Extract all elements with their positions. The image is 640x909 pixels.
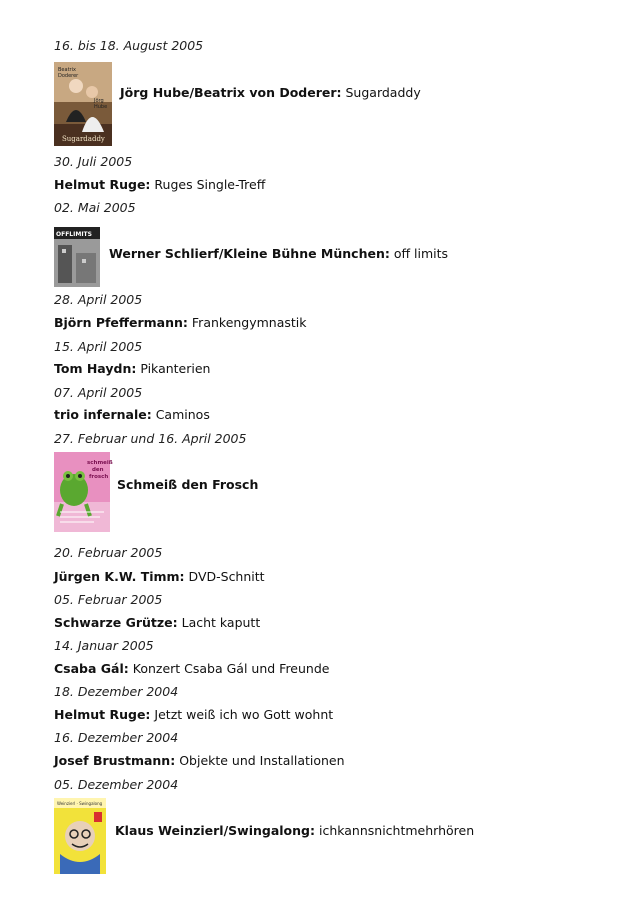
- event-date: 05. Dezember 2004: [54, 777, 179, 792]
- poster-text: den: [92, 467, 104, 473]
- event-title: Pikanterien: [136, 361, 211, 376]
- event-entry: [54, 661, 329, 676]
- event-date: 05. Februar 2005: [54, 592, 163, 607]
- event-artist: Helmut Ruge:: [54, 707, 151, 722]
- event-artist: Schwarze Grütze:: [54, 615, 178, 630]
- event-date: 28. April 2005: [54, 292, 143, 307]
- event-artist: Csaba Gál:: [54, 661, 129, 676]
- event-date: 14. Januar 2005: [54, 638, 154, 653]
- event-entry: [54, 615, 260, 630]
- poster-text: Sugardaddy: [62, 135, 105, 143]
- event-date: 15. April 2005: [54, 339, 143, 354]
- poster-text: Beatrix: [58, 67, 76, 73]
- event-date: 30. Juli 2005: [54, 154, 133, 169]
- poster-text: Jörg: [94, 98, 104, 104]
- event-date: 18. Dezember 2004: [54, 684, 179, 699]
- event-title: off limits: [389, 246, 449, 261]
- poster-image: [54, 452, 113, 532]
- event-artist: Jürgen K.W. Timm:: [54, 569, 185, 584]
- event-title: Objekte und Installationen: [175, 753, 345, 768]
- event-title: Konzert Csaba Gál und Freunde: [128, 661, 330, 676]
- event-artist: Tom Haydn:: [54, 361, 137, 376]
- event-title: ichkannsnichtmehrhören: [315, 823, 475, 838]
- event-artist: Jörg Hube/Beatrix von Doderer:: [120, 85, 342, 100]
- poster-text: Weinzierl · Swingalong: [57, 801, 103, 806]
- event-title: Lacht kaputt: [177, 615, 261, 630]
- event-entry: [115, 823, 474, 838]
- event-date: 16. bis 18. August 2005: [54, 38, 204, 53]
- poster-image: [54, 227, 100, 287]
- event-artist: Björn Pfeffermann:: [54, 315, 188, 330]
- event-title: Ruges Single-Treff: [150, 177, 266, 192]
- event-entry: [54, 361, 210, 376]
- event-artist: Josef Brustmann:: [54, 753, 176, 768]
- event-artist: Werner Schlierf/Kleine Bühne München:: [109, 246, 390, 261]
- event-date: 16. Dezember 2004: [54, 730, 179, 745]
- event-entry: [54, 315, 307, 330]
- event-entry: [54, 407, 210, 422]
- poster-text: schmeiß: [87, 460, 113, 466]
- event-artist: trio infernale:: [54, 407, 152, 422]
- poster-text: frosch: [89, 474, 109, 480]
- event-date: 02. Mai 2005: [54, 200, 136, 215]
- event-date: 07. April 2005: [54, 385, 143, 400]
- event-title: Sugardaddy: [341, 85, 421, 100]
- event-title: Caminos: [151, 407, 210, 422]
- event-artist: Helmut Ruge:: [54, 177, 151, 192]
- event-entry: [54, 569, 265, 584]
- event-title: DVD-Schnitt: [184, 569, 265, 584]
- event-date: 27. Februar und 16. April 2005: [54, 431, 247, 446]
- event-artist: Schmeiß den Frosch: [117, 477, 259, 492]
- poster-text: OFFLIMITS: [56, 231, 92, 238]
- event-entry: [54, 707, 333, 722]
- poster-text: Doderer: [58, 73, 79, 79]
- event-date: 20. Februar 2005: [54, 545, 163, 560]
- event-title: Frankengymnastik: [187, 315, 307, 330]
- event-entry: [109, 246, 448, 261]
- poster-image: [54, 62, 112, 146]
- event-entry: [117, 477, 258, 492]
- event-entry: [120, 85, 421, 100]
- poster-image: [54, 798, 106, 874]
- event-artist: Klaus Weinzierl/Swingalong:: [115, 823, 315, 838]
- event-entry: [54, 177, 265, 192]
- event-title: Jetzt weiß ich wo Gott wohnt: [150, 707, 334, 722]
- poster-text: Hube: [94, 104, 108, 110]
- event-entry: [54, 753, 345, 768]
